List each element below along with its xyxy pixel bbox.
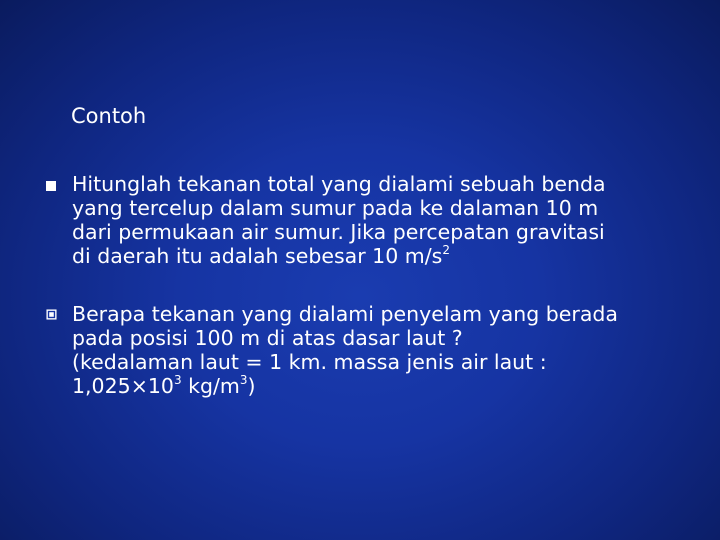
bullet-text-1 (72, 172, 686, 268)
bullet-1-line-3: dari permukaan air sumur. Jika percepatan gravitasi (72, 220, 605, 244)
filled-square-bullet-icon (46, 181, 56, 191)
slide-title: Contoh (71, 104, 147, 128)
bullet-2-line-1: Berapa tekanan yang dialami penyelam yang berada (72, 302, 618, 326)
power-base: 10 (147, 374, 174, 398)
bullet-1-line-4-text: di daerah itu adalah sebesar 10 m/s (72, 244, 443, 268)
unit-text: kg/m (181, 374, 240, 398)
closing-paren: ) (247, 374, 256, 398)
bullet-item-2 (46, 302, 686, 398)
bullet-2-line-4 (72, 374, 686, 398)
bullet-1-line-4 (72, 244, 686, 268)
bullet-text-2 (72, 302, 686, 398)
exponent: 3 (173, 373, 182, 387)
bullet-1-line-2: yang tercelup dalam sumur pada ke dalaman 10 m (72, 196, 599, 220)
bullet-item-1 (46, 172, 686, 268)
superscript: 2 (442, 243, 450, 257)
bullet-2-line-2: pada posisi 100 m di atas dasar laut ? (72, 326, 463, 350)
bullet-1-line-1: Hitunglah tekanan total yang dialami sebuah benda (72, 172, 606, 196)
times-sign: × (130, 374, 148, 398)
square-bullet-icon (46, 309, 57, 320)
bullet-2-line-3: (kedalaman laut = 1 km. massa jenis air laut : (72, 350, 547, 374)
unit-exponent: 3 (239, 373, 248, 387)
density-value: 1,025 (72, 374, 131, 398)
